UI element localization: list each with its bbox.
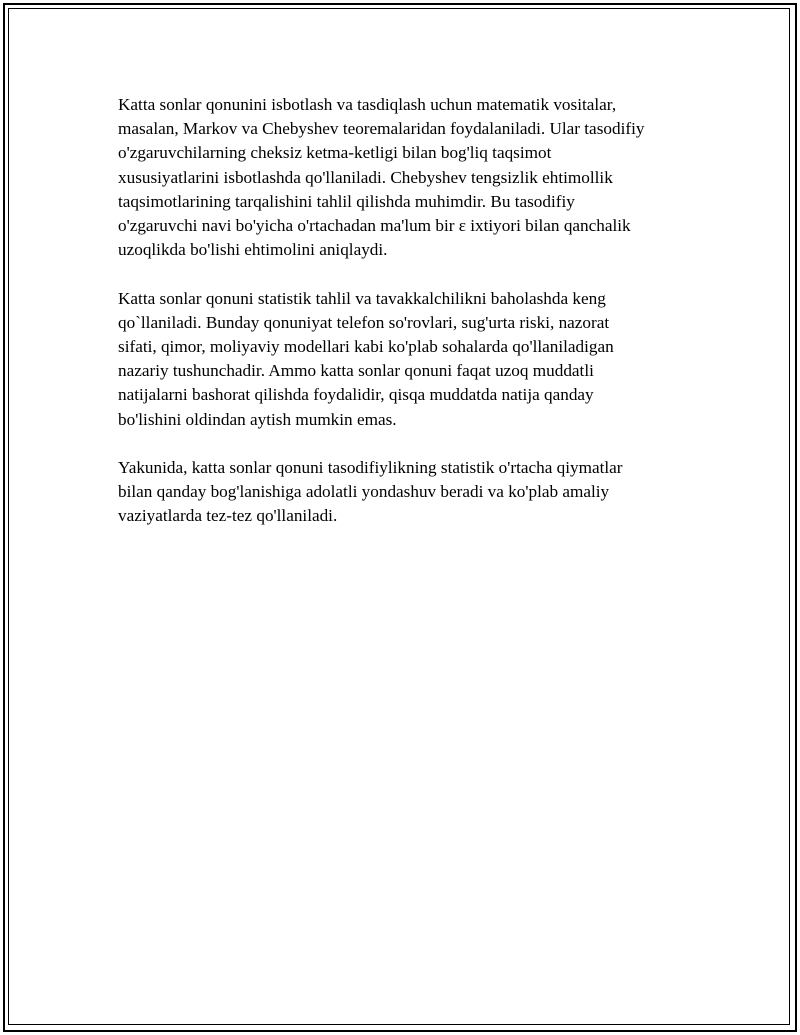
paragraph-1	[118, 93, 698, 262]
document-body	[118, 93, 698, 553]
text-line: sifati, qimor, moliyaviy modellari kabi ko'plab sohalarda qo'llaniladigan	[118, 337, 614, 357]
text-line: natijalarni bashorat qilishda foydalidir, qisqa muddatda natija qanday	[118, 385, 594, 405]
text-line: xususiyatlarini isbotlashda qo'llaniladi. Chebyshev tengsizlik ehtimollik	[118, 167, 613, 187]
text-line: bilan qanday bog'lanishiga adolatli yondashuv beradi va ko'plab amaliy	[118, 482, 610, 502]
text-line: o'zgaruvchilarning cheksiz ketma-ketligi bilan bog'liq taqsimot	[118, 143, 552, 163]
text-line: Katta sonlar qonunini isbotlash va tasdiqlash uchun matematik vositalar,	[118, 95, 617, 114]
text-line: o'zgaruvchi navi bo'yicha o'rtachadan ma'lum bir ε ixtiyori bilan qanchalik	[118, 216, 631, 236]
paragraph-3	[118, 456, 698, 529]
text-line: Yakunida, katta sonlar qonuni tasodifiylikning statistik o'rtacha qiymatlar	[118, 458, 623, 478]
text-line: taqsimotlarining tarqalishini tahlil qilishda muhimdir. Bu tasodifiy	[118, 191, 575, 211]
paragraph-2	[118, 287, 698, 432]
text-line: qo`llaniladi. Bunday qonuniyat telefon so'rovlari, sug'urta riski, nazorat	[118, 312, 610, 332]
text-line: Katta sonlar qonuni statistik tahlil va tavakkalchilikni baholashda keng	[118, 288, 606, 308]
text-line: uzoqlikda bo'lishi ehtimolini aniqlaydi.	[118, 240, 388, 260]
text-line: masalan, Markov va Chebyshev teoremalaridan foydalaniladi. Ular tasodifiy	[118, 119, 645, 139]
text-line: vaziyatlarda tez-tez qo'llaniladi.	[118, 506, 338, 526]
text-line: bo'lishini oldindan aytish mumkin emas.	[118, 409, 397, 429]
text-line: nazariy tushunchadir. Ammo katta sonlar qonuni faqat uzoq muddatli	[118, 361, 594, 381]
